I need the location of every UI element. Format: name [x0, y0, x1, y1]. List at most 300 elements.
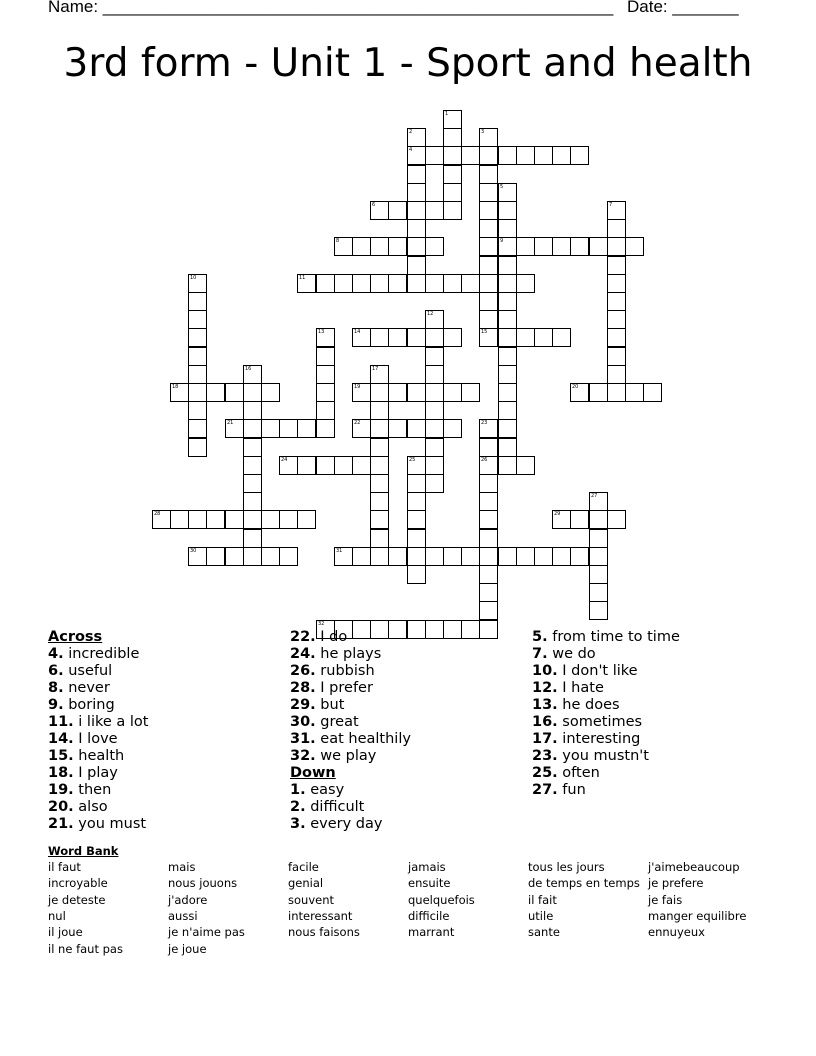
- crossword-cell[interactable]: [479, 529, 498, 548]
- crossword-cell[interactable]: [443, 183, 462, 202]
- crossword-cell[interactable]: [570, 383, 589, 402]
- crossword-cell[interactable]: [498, 419, 517, 438]
- cell-number: 26: [481, 457, 488, 463]
- crossword-cell[interactable]: [498, 328, 517, 347]
- crossword-cell[interactable]: [516, 237, 535, 256]
- crossword-cell[interactable]: [425, 310, 444, 329]
- crossword-cell[interactable]: [479, 510, 498, 529]
- crossword-cell[interactable]: [334, 237, 353, 256]
- crossword-cell[interactable]: [316, 401, 335, 420]
- crossword-cell[interactable]: [589, 237, 608, 256]
- clues-column-3: [532, 629, 680, 799]
- crossword-cell[interactable]: [225, 547, 244, 566]
- crossword-cell[interactable]: [425, 474, 444, 493]
- crossword-cell[interactable]: [316, 274, 335, 293]
- crossword-cell[interactable]: [243, 456, 262, 475]
- crossword-cell[interactable]: [625, 237, 644, 256]
- crossword-cell[interactable]: [607, 383, 626, 402]
- crossword-cell[interactable]: [498, 347, 517, 366]
- crossword-cell[interactable]: [607, 256, 626, 275]
- crossword-cell[interactable]: [334, 456, 353, 475]
- crossword-cell[interactable]: [243, 383, 262, 402]
- crossword-cell[interactable]: [152, 510, 171, 529]
- crossword-cell[interactable]: [334, 274, 353, 293]
- crossword-cell[interactable]: [370, 529, 389, 548]
- clue: [290, 782, 411, 799]
- clue-text: fun: [562, 782, 586, 798]
- cell-number: 18: [172, 384, 179, 390]
- crossword-cell[interactable]: [479, 274, 498, 293]
- crossword-cell[interactable]: [261, 419, 280, 438]
- page-title: 3rd form - Unit 1 - Sport and health: [63, 41, 753, 86]
- crossword-cell[interactable]: [479, 456, 498, 475]
- crossword-cell[interactable]: [479, 183, 498, 202]
- crossword-cell[interactable]: [479, 620, 498, 639]
- clue: [290, 697, 411, 714]
- clue-text: he plays: [320, 646, 382, 662]
- crossword-cell[interactable]: [425, 547, 444, 566]
- crossword-cell[interactable]: [425, 383, 444, 402]
- crossword-cell[interactable]: [479, 219, 498, 238]
- crossword-cell[interactable]: [370, 547, 389, 566]
- crossword-cell[interactable]: [407, 474, 426, 493]
- clue-number: 25.: [532, 765, 558, 781]
- clue-number: 29.: [290, 697, 316, 713]
- crossword-cell[interactable]: [297, 419, 316, 438]
- crossword-cell[interactable]: [188, 310, 207, 329]
- crossword-cell[interactable]: [570, 510, 589, 529]
- clue-text: interesting: [562, 731, 641, 747]
- crossword-cell[interactable]: [443, 274, 462, 293]
- crossword-cell[interactable]: [498, 438, 517, 457]
- word-bank-item: j'adore: [168, 892, 208, 907]
- crossword-cell[interactable]: [425, 438, 444, 457]
- crossword-cell[interactable]: [607, 347, 626, 366]
- crossword-cell[interactable]: [425, 328, 444, 347]
- crossword-cell[interactable]: [516, 146, 535, 165]
- clue-number: 17.: [532, 731, 558, 747]
- word-bank-heading: Word Bank: [48, 844, 119, 858]
- crossword-cell[interactable]: [425, 146, 444, 165]
- cell-number: 24: [281, 457, 288, 463]
- cell-number: 28: [154, 511, 161, 517]
- crossword-cell[interactable]: [552, 510, 571, 529]
- crossword-cell[interactable]: [316, 456, 335, 475]
- crossword-cell[interactable]: [516, 328, 535, 347]
- crossword-cell[interactable]: [316, 383, 335, 402]
- crossword-cell[interactable]: [407, 274, 426, 293]
- crossword-cell[interactable]: [552, 328, 571, 347]
- crossword-cell[interactable]: [443, 383, 462, 402]
- crossword-cell[interactable]: [498, 274, 517, 293]
- crossword-cell[interactable]: [443, 328, 462, 347]
- crossword-cell[interactable]: [552, 237, 571, 256]
- crossword-cell[interactable]: [498, 146, 517, 165]
- crossword-cell[interactable]: [443, 201, 462, 220]
- clue: [290, 663, 411, 680]
- crossword-cell[interactable]: [479, 583, 498, 602]
- word-bank-item: incroyable: [48, 876, 108, 891]
- crossword-cell[interactable]: [370, 456, 389, 475]
- cell-number: 31: [336, 548, 343, 554]
- clue-number: 32.: [290, 748, 316, 764]
- crossword-cell[interactable]: [479, 328, 498, 347]
- crossword-cell[interactable]: [297, 274, 316, 293]
- clue-number: 21.: [48, 816, 74, 832]
- clue: [532, 646, 680, 663]
- crossword-cell[interactable]: [534, 328, 553, 347]
- clue-text: I play: [78, 765, 118, 781]
- crossword-cell[interactable]: [570, 547, 589, 566]
- clue: [48, 646, 148, 663]
- crossword-cell[interactable]: [534, 237, 553, 256]
- crossword-cell[interactable]: [188, 274, 207, 293]
- crossword-cell[interactable]: [607, 219, 626, 238]
- crossword-cell[interactable]: [425, 237, 444, 256]
- crossword-cell[interactable]: [407, 419, 426, 438]
- clue: [48, 816, 148, 833]
- name-line: Name: ______________________________________________________: [48, 0, 614, 16]
- clue-text: you must: [78, 816, 147, 832]
- clue-text: rubbish: [320, 663, 375, 679]
- word-bank-item: je fais: [648, 892, 683, 907]
- crossword-cell[interactable]: [297, 456, 316, 475]
- crossword-cell[interactable]: [407, 328, 426, 347]
- crossword-cell[interactable]: [261, 383, 280, 402]
- cell-number: 16: [245, 366, 252, 372]
- word-bank-item: il fait: [528, 892, 557, 907]
- crossword-cell[interactable]: [461, 274, 480, 293]
- crossword-cell[interactable]: [479, 292, 498, 311]
- crossword-cell[interactable]: [225, 510, 244, 529]
- crossword-cell[interactable]: [498, 183, 517, 202]
- crossword-cell[interactable]: [188, 419, 207, 438]
- cell-number: 10: [190, 275, 197, 281]
- crossword-cell[interactable]: [498, 256, 517, 275]
- word-bank-item: ennuyeux: [648, 925, 705, 940]
- cell-number: 2: [409, 129, 413, 135]
- word-bank-item: de temps en temps: [528, 876, 640, 891]
- crossword-cell[interactable]: [170, 383, 189, 402]
- across-heading: Across: [48, 629, 103, 645]
- crossword-cell[interactable]: [388, 547, 407, 566]
- clue-text: but: [320, 697, 345, 713]
- crossword-cell[interactable]: [316, 419, 335, 438]
- crossword-cell[interactable]: [297, 510, 316, 529]
- crossword-cell[interactable]: [607, 274, 626, 293]
- crossword-cell[interactable]: [225, 383, 244, 402]
- word-bank-item: quelquefois: [408, 892, 475, 907]
- crossword-cell[interactable]: [243, 365, 262, 384]
- word-bank-item: facile: [288, 860, 319, 874]
- crossword-cell[interactable]: [188, 547, 207, 566]
- crossword-cell[interactable]: [534, 547, 553, 566]
- crossword-cell[interactable]: [443, 110, 462, 129]
- crossword-cell[interactable]: [589, 510, 608, 529]
- crossword-cell[interactable]: [498, 365, 517, 384]
- cell-number: 11: [299, 275, 306, 281]
- crossword-cell[interactable]: [607, 237, 626, 256]
- crossword-cell[interactable]: [261, 547, 280, 566]
- crossword-cell[interactable]: [407, 383, 426, 402]
- crossword-cell[interactable]: [479, 201, 498, 220]
- crossword-cell[interactable]: [243, 419, 262, 438]
- crossword-cell[interactable]: [425, 620, 444, 639]
- crossword-cell[interactable]: [370, 474, 389, 493]
- crossword-cell[interactable]: [407, 183, 426, 202]
- crossword-cell[interactable]: [443, 547, 462, 566]
- crossword-cell[interactable]: [225, 419, 244, 438]
- crossword-cell[interactable]: [443, 620, 462, 639]
- crossword-cell[interactable]: [425, 365, 444, 384]
- clue: [48, 782, 148, 799]
- crossword-cell[interactable]: [607, 365, 626, 384]
- clue-number: 30.: [290, 714, 316, 730]
- crossword-cell[interactable]: [589, 492, 608, 511]
- crossword-cell[interactable]: [334, 547, 353, 566]
- clue-text: boring: [68, 697, 115, 713]
- crossword-cell[interactable]: [316, 365, 335, 384]
- crossword-cell[interactable]: [552, 547, 571, 566]
- crossword-cell[interactable]: [407, 201, 426, 220]
- clue-text: every day: [310, 816, 383, 832]
- crossword-cell[interactable]: [279, 456, 298, 475]
- crossword-cell[interactable]: [625, 383, 644, 402]
- crossword-cell[interactable]: [479, 474, 498, 493]
- crossword-cell[interactable]: [498, 310, 517, 329]
- crossword-cell[interactable]: [388, 419, 407, 438]
- crossword-cell[interactable]: [243, 510, 262, 529]
- word-bank-item: il faut: [48, 860, 81, 874]
- crossword-cell[interactable]: [243, 529, 262, 548]
- crossword-cell[interactable]: [188, 365, 207, 384]
- cell-number: 14: [354, 329, 361, 335]
- crossword-cell[interactable]: [516, 456, 535, 475]
- crossword-cell[interactable]: [589, 529, 608, 548]
- crossword-cell[interactable]: [352, 237, 371, 256]
- crossword-cell[interactable]: [570, 237, 589, 256]
- crossword-cell[interactable]: [352, 328, 371, 347]
- crossword-cell[interactable]: [534, 146, 553, 165]
- crossword-cell[interactable]: [243, 438, 262, 457]
- crossword-cell[interactable]: [188, 383, 207, 402]
- crossword-cell[interactable]: [407, 256, 426, 275]
- crossword-cell[interactable]: [570, 146, 589, 165]
- crossword-cell[interactable]: [498, 401, 517, 420]
- crossword-cell[interactable]: [352, 547, 371, 566]
- crossword-cell[interactable]: [643, 383, 662, 402]
- word-bank-item: jamais: [408, 860, 446, 874]
- crossword-cell[interactable]: [407, 128, 426, 147]
- crossword-cell[interactable]: [443, 165, 462, 184]
- word-bank-item: je deteste: [48, 892, 106, 907]
- crossword-cell[interactable]: [443, 419, 462, 438]
- clue-text: I don't like: [562, 663, 638, 679]
- cell-number: 23: [481, 420, 488, 426]
- crossword-cell[interactable]: [243, 492, 262, 511]
- cell-number: 3: [481, 129, 485, 135]
- crossword-cell[interactable]: [352, 274, 371, 293]
- cell-number: 30: [190, 548, 197, 554]
- crossword-cell[interactable]: [516, 274, 535, 293]
- crossword-cell[interactable]: [479, 237, 498, 256]
- crossword-cell[interactable]: [188, 401, 207, 420]
- crossword-cell[interactable]: [407, 219, 426, 238]
- crossword-cell[interactable]: [279, 419, 298, 438]
- crossword-cell[interactable]: [407, 165, 426, 184]
- crossword-cell[interactable]: [316, 347, 335, 366]
- crossword-cell[interactable]: [407, 146, 426, 165]
- clues-column-1: [48, 629, 148, 833]
- crossword-cell[interactable]: [279, 547, 298, 566]
- crossword-cell[interactable]: [425, 401, 444, 420]
- clue-text: sometimes: [562, 714, 643, 730]
- crossword-cell[interactable]: [479, 256, 498, 275]
- crossword-cell[interactable]: [388, 274, 407, 293]
- crossword-cell[interactable]: [370, 328, 389, 347]
- crossword-cell[interactable]: [188, 347, 207, 366]
- crossword-cell[interactable]: [479, 438, 498, 457]
- clue: [290, 799, 411, 816]
- crossword-cell[interactable]: [607, 201, 626, 220]
- crossword-cell[interactable]: [370, 510, 389, 529]
- clue-text: we play: [320, 748, 377, 764]
- crossword-cell[interactable]: [498, 383, 517, 402]
- crossword-cell[interactable]: [407, 510, 426, 529]
- crossword-cell[interactable]: [352, 383, 371, 402]
- clue: [48, 663, 148, 680]
- crossword-cell[interactable]: [388, 383, 407, 402]
- crossword-cell[interactable]: [261, 510, 280, 529]
- crossword-cell[interactable]: [407, 565, 426, 584]
- crossword-cell[interactable]: [352, 456, 371, 475]
- crossword-cell[interactable]: [498, 292, 517, 311]
- clue-number: 6.: [48, 663, 64, 679]
- crossword-cell[interactable]: [498, 547, 517, 566]
- crossword-cell[interactable]: [425, 201, 444, 220]
- crossword-cell[interactable]: [206, 547, 225, 566]
- crossword-cell[interactable]: [243, 401, 262, 420]
- crossword-cell[interactable]: [170, 510, 189, 529]
- clue-text: I hate: [562, 680, 604, 696]
- crossword-cell[interactable]: [589, 601, 608, 620]
- crossword-cell[interactable]: [479, 419, 498, 438]
- crossword-cell[interactable]: [461, 547, 480, 566]
- crossword-cell[interactable]: [188, 438, 207, 457]
- crossword-cell[interactable]: [479, 565, 498, 584]
- crossword-cell[interactable]: [407, 492, 426, 511]
- crossword-cell[interactable]: [243, 547, 262, 566]
- crossword-cell[interactable]: [443, 128, 462, 147]
- crossword-cell[interactable]: [479, 310, 498, 329]
- crossword-cell[interactable]: [206, 383, 225, 402]
- crossword-cell[interactable]: [206, 510, 225, 529]
- crossword-cell[interactable]: [498, 237, 517, 256]
- crossword-cell[interactable]: [461, 620, 480, 639]
- crossword-cell[interactable]: [370, 201, 389, 220]
- word-bank-item: je joue: [168, 941, 207, 956]
- crossword-cell[interactable]: [607, 510, 626, 529]
- crossword-cell[interactable]: [425, 347, 444, 366]
- crossword-cell[interactable]: [498, 201, 517, 220]
- clue-text: eat healthily: [320, 731, 411, 747]
- clue-number: 14.: [48, 731, 74, 747]
- crossword-cell[interactable]: [589, 565, 608, 584]
- crossword-cell[interactable]: [461, 383, 480, 402]
- crossword-cell[interactable]: [188, 292, 207, 311]
- clue: [48, 697, 148, 714]
- crossword-cell[interactable]: [552, 146, 571, 165]
- crossword-cell[interactable]: [479, 128, 498, 147]
- crossword-cell[interactable]: [607, 328, 626, 347]
- clue: [290, 731, 411, 748]
- crossword-cell[interactable]: [243, 474, 262, 493]
- word-bank-item: difficile: [408, 908, 450, 923]
- crossword-cell[interactable]: [498, 456, 517, 475]
- cell-number: 6: [372, 202, 376, 208]
- crossword-cell[interactable]: [498, 219, 517, 238]
- crossword-cell[interactable]: [370, 438, 389, 457]
- clue: [290, 816, 411, 833]
- clue-number: 13.: [532, 697, 558, 713]
- crossword-cell[interactable]: [352, 419, 371, 438]
- crossword-cell[interactable]: [443, 146, 462, 165]
- crossword-cell[interactable]: [479, 492, 498, 511]
- crossword-cell[interactable]: [370, 492, 389, 511]
- crossword-cell[interactable]: [479, 601, 498, 620]
- crossword-cell[interactable]: [279, 510, 298, 529]
- crossword-cell[interactable]: [479, 547, 498, 566]
- word-bank-item: utile: [528, 908, 554, 923]
- crossword-cell[interactable]: [589, 383, 608, 402]
- crossword-cell[interactable]: [607, 310, 626, 329]
- clue-text: great: [320, 714, 359, 730]
- crossword-cell[interactable]: [479, 165, 498, 184]
- crossword-cell[interactable]: [316, 328, 335, 347]
- crossword-cell[interactable]: [589, 583, 608, 602]
- crossword-cell[interactable]: [370, 401, 389, 420]
- crossword-cell[interactable]: [425, 456, 444, 475]
- crossword-cell[interactable]: [388, 237, 407, 256]
- crossword-cell[interactable]: [370, 237, 389, 256]
- clue: [532, 714, 680, 731]
- crossword-cell[interactable]: [479, 146, 498, 165]
- crossword-cell[interactable]: [407, 529, 426, 548]
- crossword-cell[interactable]: [370, 274, 389, 293]
- word-bank-item: il joue: [48, 925, 83, 940]
- crossword-cell[interactable]: [425, 419, 444, 438]
- crossword-cell[interactable]: [407, 547, 426, 566]
- crossword-cell[interactable]: [370, 365, 389, 384]
- crossword-cell[interactable]: [388, 328, 407, 347]
- crossword-cell[interactable]: [188, 510, 207, 529]
- clue: [290, 748, 411, 765]
- crossword-cell[interactable]: [188, 328, 207, 347]
- crossword-cell[interactable]: [370, 383, 389, 402]
- crossword-cell[interactable]: [461, 146, 480, 165]
- cell-number: 27: [591, 493, 598, 499]
- crossword-cell[interactable]: [407, 237, 426, 256]
- crossword-cell[interactable]: [370, 419, 389, 438]
- clue: [290, 714, 411, 731]
- crossword-cell[interactable]: [516, 547, 535, 566]
- clue: [532, 731, 680, 748]
- crossword-cell[interactable]: [425, 274, 444, 293]
- crossword-cell[interactable]: [407, 456, 426, 475]
- crossword-cell[interactable]: [589, 547, 608, 566]
- crossword-cell[interactable]: [388, 201, 407, 220]
- crossword-cell[interactable]: [607, 292, 626, 311]
